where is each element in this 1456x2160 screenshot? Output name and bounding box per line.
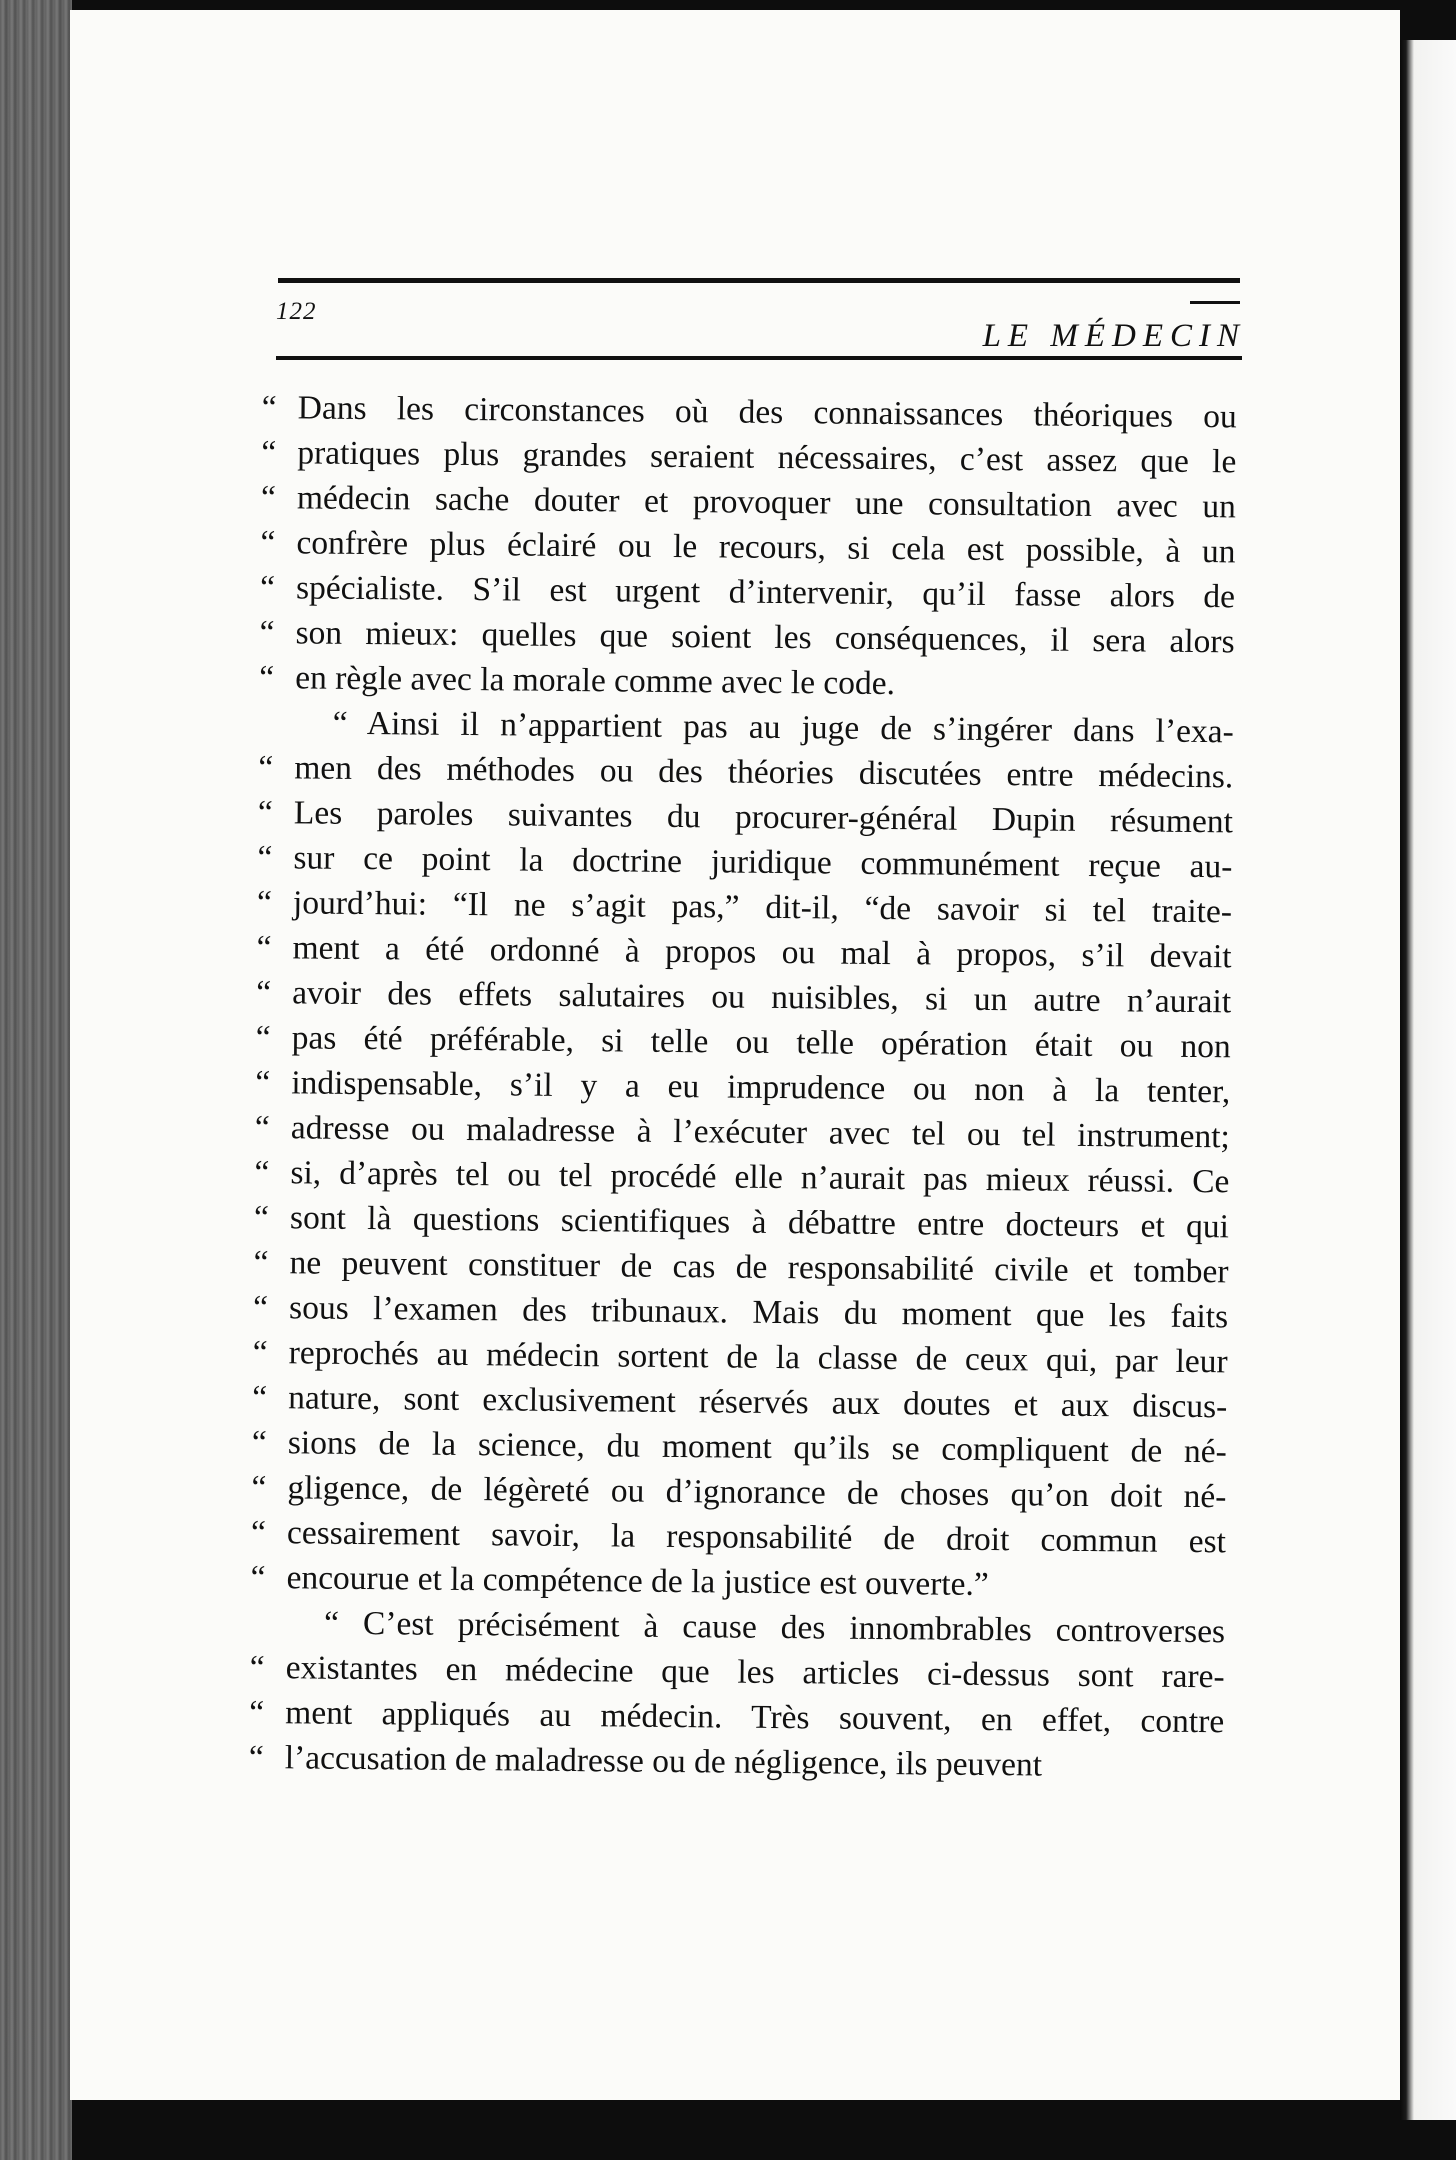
continuation-quote-mark: “ <box>255 1018 271 1057</box>
header-rule-accent <box>1190 301 1240 304</box>
continuation-quote-mark: “ <box>250 1513 267 1552</box>
continuation-quote-mark: “ <box>259 568 276 607</box>
next-page-edge <box>1400 40 1456 2120</box>
line-text: ne peuvent constituer de cas de responsabilité civile et tomber <box>289 1244 1229 1291</box>
line-text: son mieux: quelles que soient les conséquences, il sera alors <box>295 614 1235 661</box>
line-text: l’accusation de maladresse ou de négligence, ils peuvent <box>284 1739 1043 1784</box>
line-text: sions de la science, du moment qu’ils se compliquent de né- <box>287 1424 1227 1471</box>
continuation-quote-mark: “ <box>254 1153 270 1192</box>
continuation-quote-mark: “ <box>257 793 273 832</box>
line-text: pas été préférable, si telle ou telle opération était ou non <box>291 1019 1231 1066</box>
text-line <box>249 1735 1224 1789</box>
line-text: sont là questions scientifiques à débattre entre docteurs et qui <box>289 1199 1230 1246</box>
line-text: sous l’examen des tribunaux. Mais du moment que les faits <box>288 1289 1229 1336</box>
line-text: Les paroles suivantes du procurer-général Dupin résument <box>293 794 1234 841</box>
body-text <box>249 385 1237 1789</box>
line-text: confrère plus éclairé ou le recours, si cela est possible, à un <box>296 524 1236 571</box>
line-text: men des méthodes ou des théories discutées entre médecins. <box>294 749 1234 796</box>
line-text: adresse ou maladresse à l’exécuter avec tel ou tel instrument; <box>290 1109 1231 1156</box>
line-text: gligence, de légèreté ou d’ignorance de choses qu’on doit né- <box>287 1469 1227 1516</box>
line-text: existantes en médecine que les articles ci-dessus sont rare- <box>285 1649 1225 1696</box>
continuation-quote-mark: “ <box>253 1243 269 1282</box>
line-text: spécialiste. S’il est urgent d’intervenir, qu’il fasse alors de <box>295 569 1236 616</box>
continuation-quote-mark: “ <box>249 1648 265 1687</box>
continuation-quote-mark: “ <box>251 1468 267 1507</box>
continuation-quote-mark: “ <box>256 928 272 967</box>
continuation-quote-mark: “ <box>258 748 274 787</box>
header-rule-bottom <box>276 356 1242 360</box>
continuation-quote-mark: “ <box>255 973 272 1012</box>
line-text: si, d’après tel ou tel procédé elle n’aurait pas mieux réussi. Ce <box>290 1154 1230 1201</box>
line-text: “ Ainsi il n’appartient pas au juge de s’ingérer dans l’exa- <box>332 704 1234 751</box>
line-text: encourue et la compétence de la justice est ouverte.” <box>286 1559 989 1604</box>
line-text: avoir des effets salutaires ou nuisibles, si un autre n’aurait <box>291 974 1232 1021</box>
continuation-quote-mark: “ <box>252 1288 269 1327</box>
book-gutter <box>0 0 72 2160</box>
line-text: en règle avec la morale comme avec le code. <box>295 659 896 703</box>
continuation-quote-mark: “ <box>261 433 277 472</box>
line-text: sur ce point la doctrine juridique communément reçue au- <box>293 839 1233 886</box>
continuation-quote-mark: “ <box>252 1333 268 1372</box>
line-text: nature, sont exclusivement réservés aux doutes et aux discus- <box>288 1379 1228 1426</box>
line-text: Dans les circonstances où des connaissances théoriques ou <box>297 389 1237 436</box>
continuation-quote-mark: “ <box>250 1558 266 1597</box>
continuation-quote-mark: “ <box>253 1198 270 1237</box>
line-text: ment appliqués au médecin. Très souvent, en effet, contre <box>285 1694 1225 1741</box>
line-text: médecin sache douter et provoquer une consultation avec un <box>296 479 1237 526</box>
continuation-quote-mark: “ <box>254 1108 270 1147</box>
running-head: LE MÉDECIN <box>982 318 1246 354</box>
continuation-quote-mark: “ <box>248 1738 264 1777</box>
continuation-quote-mark: “ <box>256 883 273 922</box>
continuation-quote-mark: “ <box>260 478 276 517</box>
line-text: ment a été ordonné à propos ou mal à propos, s’il devait <box>292 929 1232 976</box>
continuation-quote-mark: “ <box>249 1693 265 1732</box>
line-text: pratiques plus grandes seraient nécessaires, c’est assez que le <box>297 434 1237 481</box>
continuation-quote-mark: “ <box>259 613 275 652</box>
header-rule-top <box>278 278 1240 283</box>
continuation-quote-mark: “ <box>259 658 275 697</box>
line-text: cessairement savoir, la responsabilité de droit commun est <box>286 1514 1227 1561</box>
continuation-quote-mark: “ <box>255 1063 271 1102</box>
continuation-quote-mark: “ <box>251 1423 267 1462</box>
line-text: indispensable, s’il y a eu imprudence ou non à la tenter, <box>291 1064 1231 1111</box>
line-text: “ C’est précisément à cause des innombrables controverses <box>323 1604 1226 1651</box>
page-number: 122 <box>276 298 317 325</box>
line-text: jourd’hui: “Il ne s’agit pas,” dit-il, “de savoir si tel traite- <box>292 884 1233 931</box>
line-text: reprochés au médecin sortent de la classe de ceux qui, par leur <box>288 1334 1228 1381</box>
continuation-quote-mark: “ <box>260 523 276 562</box>
continuation-quote-mark: “ <box>257 838 273 877</box>
continuation-quote-mark: “ <box>261 388 277 427</box>
continuation-quote-mark: “ <box>252 1378 268 1417</box>
